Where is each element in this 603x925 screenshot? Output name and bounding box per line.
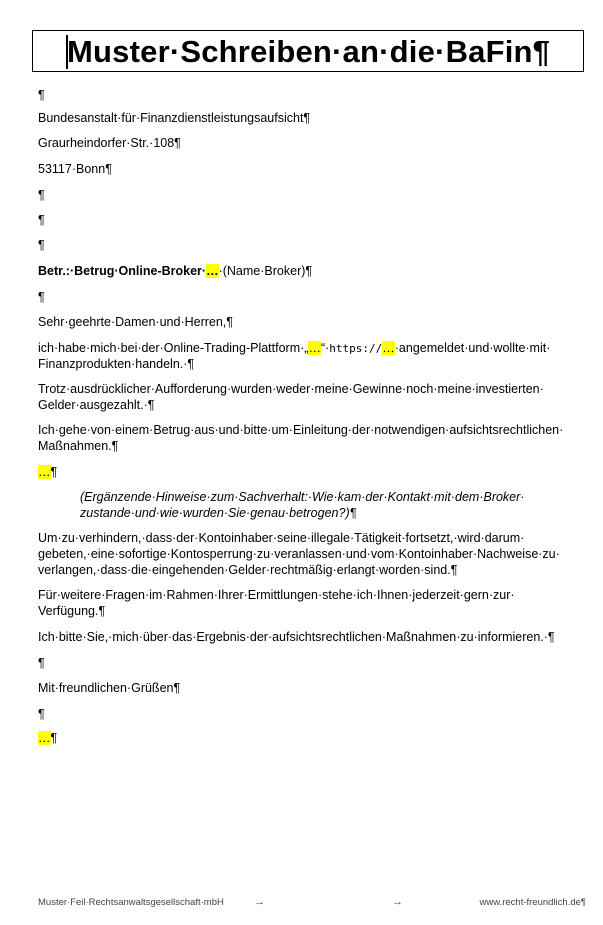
paragraph-1-line-2[interactable]: Finanzprodukten·handeln.·¶ bbox=[38, 357, 195, 371]
subject-rest: ·(Name·Broker)¶ bbox=[218, 264, 313, 278]
paragraph-6[interactable]: Ich·bitte·Sie,·mich·über·das·Ergebnis·der·aufsichtsrechtlichen·Maßnahmen·zu·informieren.·¶ bbox=[38, 630, 555, 644]
document-title[interactable]: Muster·Schreiben·an·die·BaFin¶ bbox=[67, 34, 551, 69]
paragraph-5-line-2[interactable]: Verfügung.¶ bbox=[38, 604, 106, 618]
empty-paragraph[interactable]: ¶ bbox=[38, 213, 45, 227]
tab-arrow-icon: → bbox=[254, 896, 265, 908]
empty-paragraph[interactable]: ¶ bbox=[38, 88, 45, 102]
note-line-2[interactable]: zustande·und·wie·wurden·Sie·genau·betrogen?)¶ bbox=[80, 506, 357, 520]
footer-left: Muster·Feil·Rechtsanwaltsgesellschaft·mbH bbox=[38, 897, 224, 908]
subject-bold: Betr.:·Betrug·Online-Broker· bbox=[38, 264, 207, 278]
p1-url: https:// bbox=[329, 342, 383, 355]
p1-text-c: ·angemeldet·und·wollte·mit· bbox=[394, 341, 551, 355]
signature-ellipsis[interactable]: … bbox=[38, 731, 51, 745]
empty-paragraph[interactable]: ¶ bbox=[38, 656, 45, 670]
title-frame bbox=[32, 30, 584, 72]
paragraph-3-line-1[interactable]: Ich·gehe·von·einem·Betrug·aus·und·bitte·um·Einleitung·der·notwendigen·aufsichtsrechtlichen· bbox=[38, 423, 564, 437]
subject-placeholder[interactable]: … bbox=[206, 264, 219, 278]
paragraph-2-line-1[interactable]: Trotz·ausdrücklicher·Aufforderung·wurden·weder·meine·Gewinne·noch·meine·investierten· bbox=[38, 382, 544, 396]
paragraph-4-line-3[interactable]: verlangen,·dass·die·eingehenden·Gelder·rechtmäßig·erlangt·worden·sind.¶ bbox=[38, 563, 458, 577]
p1-text-b: “· bbox=[320, 341, 330, 355]
address-org[interactable]: Bundesanstalt·für·Finanzdienstleistungsaufsicht¶ bbox=[38, 111, 311, 125]
address-street[interactable]: Graurheindorfer·Str.·108¶ bbox=[38, 136, 181, 150]
footer-right: www.recht-freundlich.de¶ bbox=[479, 897, 586, 908]
salutation[interactable]: Sehr·geehrte·Damen·und·Herren,¶ bbox=[38, 315, 233, 329]
tab-arrow-icon: → bbox=[392, 896, 403, 908]
p1-placeholder-1[interactable]: … bbox=[308, 341, 321, 355]
paragraph-mark: ¶ bbox=[50, 731, 58, 745]
signature-placeholder[interactable] bbox=[38, 730, 57, 746]
address-city[interactable]: 53117·Bonn¶ bbox=[38, 162, 112, 176]
paragraph-mark: ¶ bbox=[50, 465, 58, 479]
paragraph-2-line-2[interactable]: Gelder·ausgezahlt.·¶ bbox=[38, 398, 155, 412]
paragraph-4-line-2[interactable]: gebeten,·eine·sofortige·Kontosperrung·zu·veranlassen·und·vom·Kontoinhaber·Nachweise·zu· bbox=[38, 547, 560, 561]
empty-paragraph[interactable]: ¶ bbox=[38, 290, 45, 304]
paragraph-4-line-1[interactable]: Um·zu·verhindern,·dass·der·Kontoinhaber·seine·illegale·Tätigkeit·fortsetzt,·wird·darum· bbox=[38, 531, 525, 545]
subject-line[interactable] bbox=[38, 263, 312, 279]
p1-text-a: ich·habe·mich·bei·der·Online-Trading-Plattform·„ bbox=[38, 341, 309, 355]
empty-paragraph[interactable]: ¶ bbox=[38, 707, 45, 721]
empty-paragraph[interactable]: ¶ bbox=[38, 238, 45, 252]
p1-placeholder-2[interactable]: … bbox=[382, 341, 395, 355]
placeholder-ellipsis[interactable]: … bbox=[38, 465, 51, 479]
paragraph-5-line-1[interactable]: Für·weitere·Fragen·im·Rahmen·Ihrer·Ermittlungen·stehe·ich·Ihnen·jederzeit·gern·zur· bbox=[38, 588, 515, 602]
empty-paragraph[interactable]: ¶ bbox=[38, 188, 45, 202]
placeholder-paragraph[interactable] bbox=[38, 464, 57, 480]
note-line-1[interactable]: (Ergänzende·Hinweise·zum·Sachverhalt:·Wie·kam·der·Kontakt·mit·dem·Broker· bbox=[80, 490, 525, 504]
closing[interactable]: Mit·freundlichen·Grüßen¶ bbox=[38, 681, 181, 695]
paragraph-1-line-1[interactable] bbox=[38, 340, 550, 357]
paragraph-3-line-2[interactable]: Maßnahmen.¶ bbox=[38, 439, 119, 453]
